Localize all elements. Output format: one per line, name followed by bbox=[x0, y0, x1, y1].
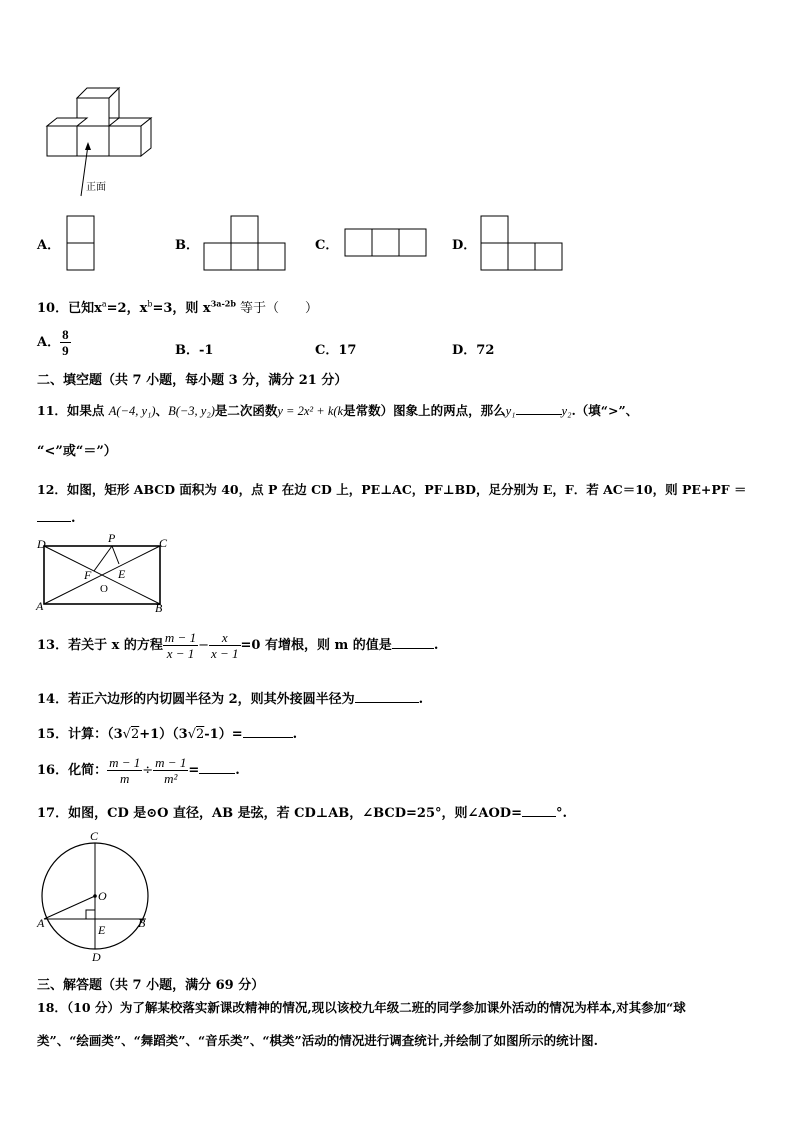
rectangle-figure bbox=[34, 530, 184, 616]
option-a-label: A． bbox=[37, 238, 61, 253]
label-c: C bbox=[159, 536, 168, 550]
front-view-label: 正面 bbox=[86, 182, 106, 193]
label-o: O bbox=[98, 889, 107, 903]
option-d-label: D． bbox=[452, 238, 477, 253]
option-b-figure bbox=[203, 215, 289, 273]
question-10: 10．已知$x^a=2$，$x^b=3$，则 $x^{3a-2b}$ 等于（ ） bbox=[37, 298, 319, 316]
option-a-figure bbox=[66, 215, 96, 273]
option-c-figure bbox=[344, 228, 430, 260]
section-2-heading: 二、填空题（共 7 小题，每小题 3 分，满分 21 分） bbox=[37, 373, 348, 388]
label-f: F bbox=[84, 568, 92, 582]
label-b: B bbox=[155, 601, 163, 615]
question-11-line2: “<”或“＝”） bbox=[37, 444, 117, 459]
q10-option-a: A． $\frac{8}{9}$ bbox=[37, 327, 69, 358]
label-d: D bbox=[92, 950, 101, 964]
label-e: E bbox=[118, 567, 126, 581]
q10-option-b: B．-1 bbox=[175, 343, 214, 358]
option-c-label: C． bbox=[315, 238, 339, 253]
section-3-heading: 三、解答题（共 7 小题，满分 69 分） bbox=[37, 978, 265, 993]
circle-figure bbox=[34, 828, 154, 968]
label-a: A bbox=[36, 599, 44, 613]
question-14: 14．若正六边形的内切圆半径为 2，则其外接圆半径为 . bbox=[37, 692, 424, 707]
q10-option-c: C．17 bbox=[315, 343, 357, 358]
label-b: B bbox=[138, 916, 146, 930]
question-15: 15．计算：（3√2+1）（3√2-1）= . bbox=[37, 727, 298, 742]
question-18-line2: 类”、“绘画类”、“舞蹈类”、“音乐类”、“棋类”活动的情况进行调查统计,并绘制了如图所示的统计图. bbox=[37, 1033, 598, 1048]
label-c: C bbox=[90, 829, 99, 843]
label-a: A bbox=[37, 916, 45, 930]
option-b-label: B． bbox=[175, 238, 199, 253]
q10-option-d: D．72 bbox=[452, 343, 495, 358]
question-12-line1: 12．如图，矩形 ABCD 面积为 40，点 P 在边 CD 上，PE⊥AC，PF⊥BD，足分别为 E，F．若 AC＝10，则 PE+PF ＝ bbox=[37, 482, 747, 497]
question-11-line1: 11．如果点 A(−4, y₁)、B(−3, y₂)是二次函数y = 2x² + k(k是常数）图象上的两点，那么y₁ y₂.（填“>”、 bbox=[37, 403, 639, 418]
option-d-figure bbox=[480, 215, 566, 273]
label-e: E bbox=[98, 923, 106, 937]
label-d: D bbox=[37, 537, 46, 551]
question-17: 17．如图，CD 是⊙O 直径，AB 是弦，若 CD⊥AB，∠BCD=25°，则∠AOD= °. bbox=[37, 806, 568, 821]
label-o: O bbox=[100, 583, 108, 595]
question-13: 13．若关于 x 的方程 $\frac{m - 1}{x - 1}$ − $\frac{x}{x - 1}$ =0 有增根，则 m 的值是 . bbox=[37, 630, 439, 661]
question-12-line2: . bbox=[37, 511, 76, 526]
label-p: P bbox=[108, 531, 116, 545]
question-16: 16．化简： $\frac{m - 1}{m}$ ÷ $\frac{m - 1}{\text{m²}}$ = . bbox=[37, 755, 240, 786]
question-18-line1: 18．（10 分）为了解某校落实新课改精神的情况,现以该校九年级二班的同学参加课外活动的情况为样本,对其参加“球 bbox=[37, 1000, 686, 1015]
